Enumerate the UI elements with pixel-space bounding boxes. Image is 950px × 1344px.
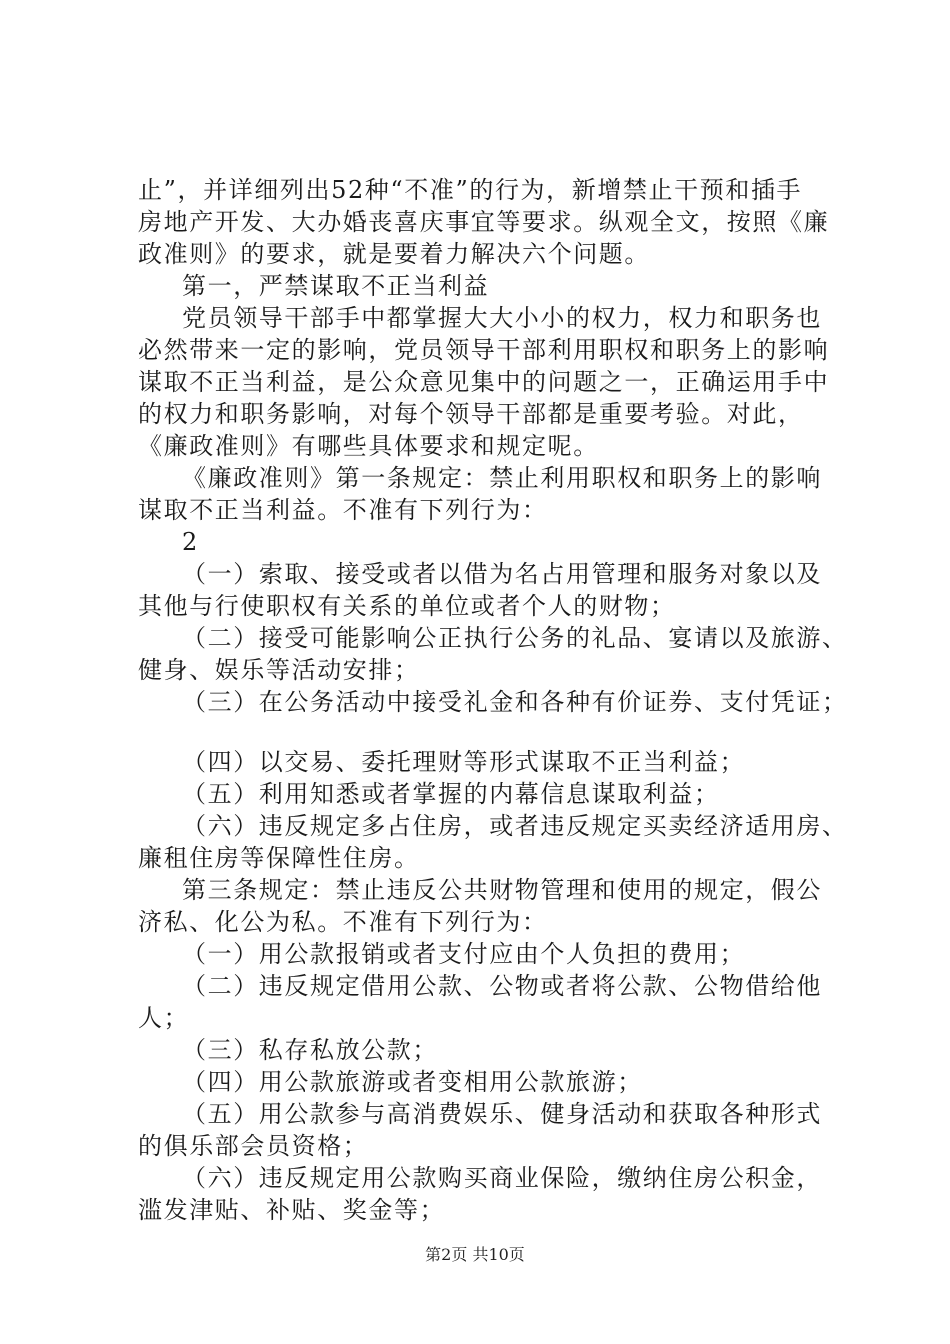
text-line: （四）以交易、委托理财等形式谋取不正当利益；: [182, 748, 746, 776]
text-line: 健身、娱乐等活动安排；: [138, 656, 420, 684]
text-line: 谋取不正当利益。不准有下列行为：: [138, 496, 548, 524]
text-line: 《廉政准则》第一条规定：禁止利用职权和职务上的影响: [182, 464, 822, 492]
text-line: 谋取不正当利益，是公众意见集中的问题之一，正确运用手中: [138, 368, 830, 396]
text-line: （五）利用知悉或者掌握的内幕信息谋取利益；: [182, 780, 720, 808]
text-line: （三）在公务活动中接受礼金和各种有价证券、支付凭证；: [182, 688, 848, 716]
text-line: （二）违反规定借用公款、公物或者将公款、公物借给他: [182, 972, 822, 1000]
text-line: 济私、化公为私。不准有下列行为：: [138, 908, 548, 936]
text-line: 滥发津贴、补贴、奖金等；: [138, 1196, 446, 1224]
text-line: 房地产开发、大办婚丧喜庆事宜等要求。纵观全文，按照《廉: [138, 208, 830, 236]
text-line: （五）用公款参与高消费娱乐、健身活动和获取各种形式: [182, 1100, 822, 1128]
text-line: 廉租住房等保障性住房。: [138, 844, 420, 872]
text-line: （一）用公款报销或者支付应由个人负担的费用；: [182, 940, 746, 968]
text-line: 其他与行使职权有关系的单位或者个人的财物；: [138, 592, 676, 620]
text-line: 的权力和职务影响，对每个领导干部都是重要考验。对此，: [138, 400, 804, 428]
text-line: 止”，并详细列出52种“不准”的行为，新增禁止干预和插手: [138, 176, 803, 204]
text-line: 的俱乐部会员资格；: [138, 1132, 369, 1160]
text-line: 人；: [138, 1004, 190, 1032]
text-line: 第三条规定：禁止违反公共财物管理和使用的规定，假公: [182, 876, 822, 904]
text-line: （三）私存私放公款；: [182, 1036, 438, 1064]
text-line: 2: [182, 528, 199, 556]
text-line: （一）索取、接受或者以借为名占用管理和服务对象以及: [182, 560, 822, 588]
text-line: （二）接受可能影响公正执行公务的礼品、宴请以及旅游、: [182, 624, 848, 652]
text-line: （六）违反规定用公款购买商业保险，缴纳住房公积金，: [182, 1164, 822, 1192]
text-line: 第一，严禁谋取不正当利益: [182, 272, 490, 300]
text-line: 党员领导干部手中都掌握大大小小的权力，权力和职务也: [182, 304, 822, 332]
text-line: 政准则》的要求，就是要着力解决六个问题。: [138, 240, 650, 268]
page-footer: 第2页 共10页: [425, 1245, 525, 1264]
text-line: 《廉政准则》有哪些具体要求和规定呢。: [138, 432, 599, 460]
text-line: （六）违反规定多占住房，或者违反规定买卖经济适用房、: [182, 812, 848, 840]
text-line: 必然带来一定的影响，党员领导干部利用职权和职务上的影响: [138, 336, 830, 364]
document-body: [138, 174, 848, 1226]
text-line: （四）用公款旅游或者变相用公款旅游；: [182, 1068, 643, 1096]
